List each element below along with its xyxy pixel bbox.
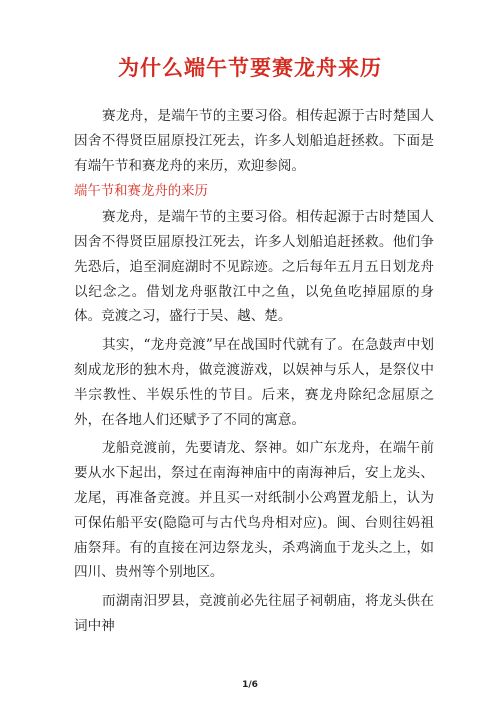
document-body <box>74 104 434 639</box>
page-title: 为什么端午节要赛龙舟来历 <box>118 56 382 80</box>
body-paragraph: 赛龙舟，是端午节的主要习俗。相传起源于古时楚国人因舍不得贤臣屈原投江死去，许多人划船追赶拯救。他们争先恐后，追至洞庭湖时不见踪迹。之后每年五月五日划龙舟以纪念之。借划龙舟驱散江中之鱼，以免鱼吃掉屈原的身体。竞渡之习，盛行于吴、越、楚。 <box>74 209 434 325</box>
body-paragraph: 龙船竞渡前，先要请龙、祭神。如广东龙舟，在端午前要从水下起出，祭过在南海神庙中的南海神后，安上龙头、龙尾，再准备竞渡。并且买一对纸制小公鸡置龙船上，认为可保佑船平安(隐隐可与古代鸟舟相对应)。闽、台则往妈祖庙祭拜。有的直接在河边祭龙头，杀鸡滴血于龙头之上，如四川、贵州等个别地区。 <box>74 440 434 581</box>
intro-paragraph: 赛龙舟，是端午节的主要习俗。相传起源于古时楚国人因舍不得贤臣屈原投江死去，许多人划船追赶拯救。下面是有端午节和赛龙舟的来历，欢迎参阅。 <box>74 108 434 174</box>
page-number: 1/6 <box>242 680 258 690</box>
body-paragraph: 而湖南汨罗县，竞渡前必先往屈子祠朝庙，将龙头供在词中神 <box>74 593 434 634</box>
section-heading: 端午节和赛龙舟的来历 <box>74 184 208 200</box>
body-paragraph: 其实，“龙舟竞渡”早在战国时代就有了。在急鼓声中划刻成龙形的独木舟，做竞渡游戏，以娱神与乐人，是祭仪中半宗教性、半娱乐性的节目。后来，赛龙舟除纪念屈原之外，在各地人们还赋予了不同的寓意。 <box>74 337 434 428</box>
